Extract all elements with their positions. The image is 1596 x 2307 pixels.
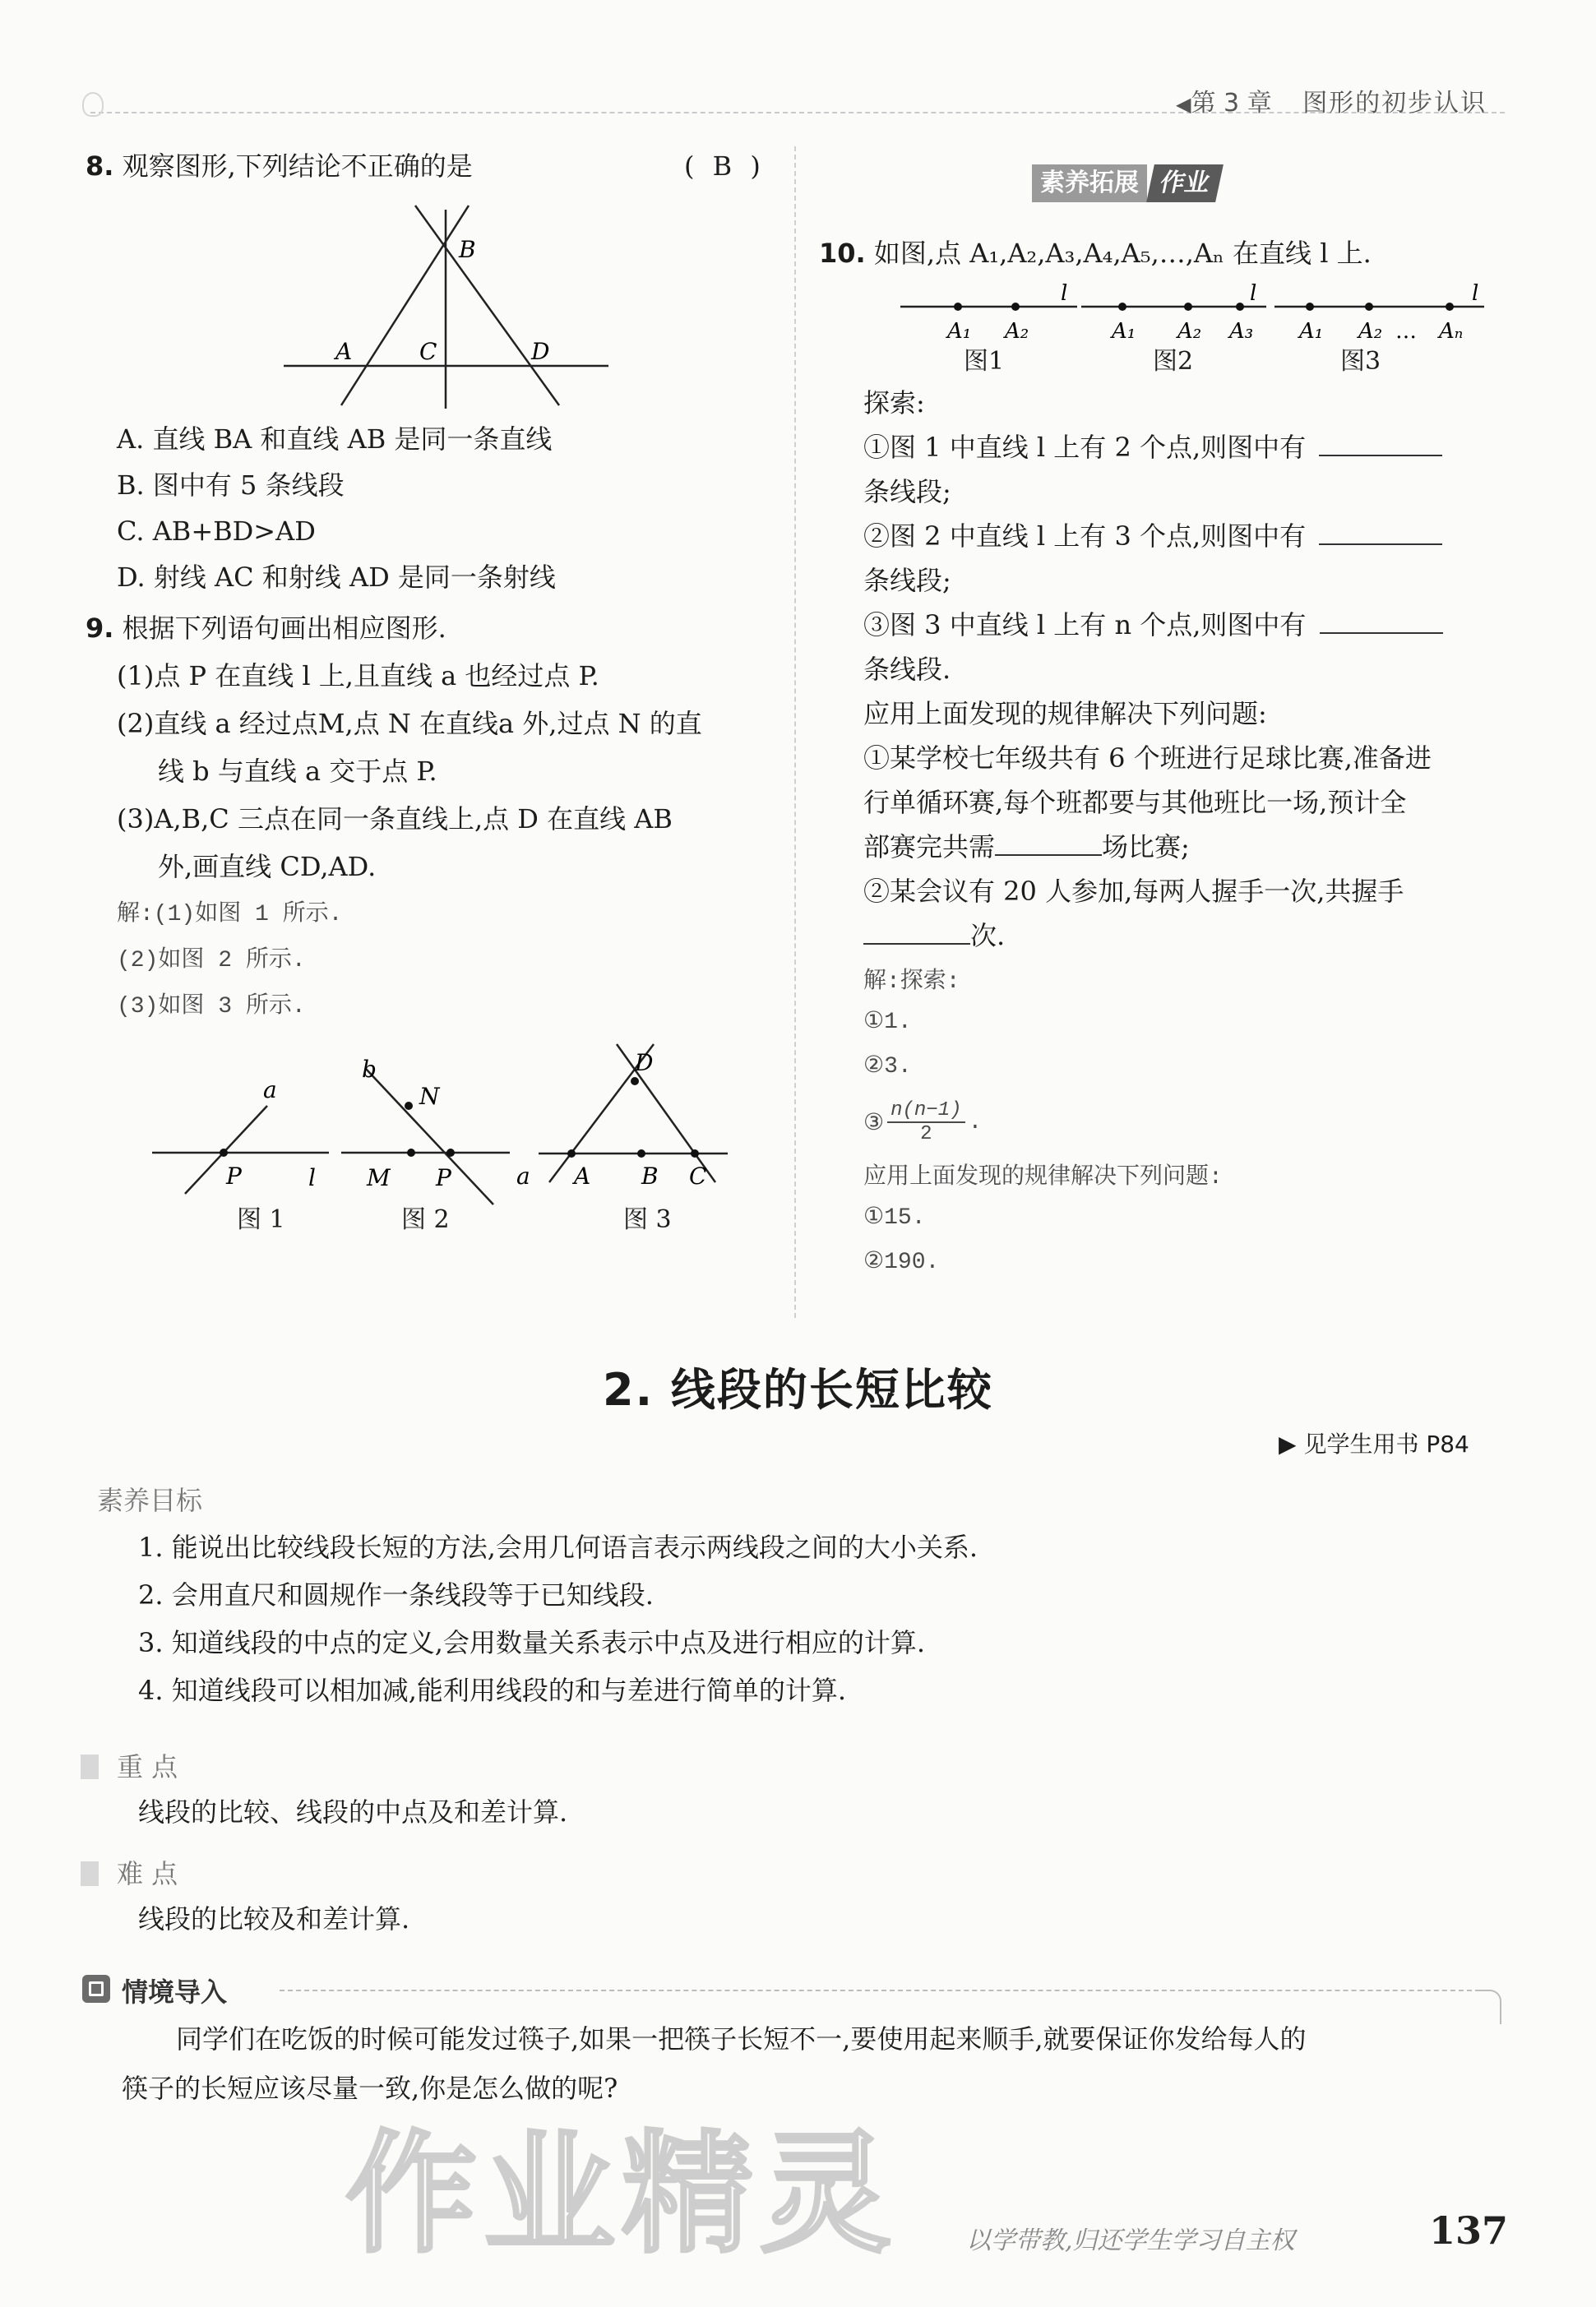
q10-solution-a2: ②3. bbox=[863, 1054, 912, 1080]
section-banner bbox=[1032, 164, 1219, 202]
q8-option-b: B. 图中有 5 条线段 bbox=[117, 469, 345, 501]
q10-solution-b1: ①15. bbox=[863, 1205, 926, 1231]
q9-fig2-label-n: N bbox=[419, 1083, 440, 1110]
q10-figure-3 bbox=[1270, 275, 1492, 349]
goal-2: 2. 会用直尺和圆规作一条线段等于已知线段. bbox=[138, 1579, 654, 1611]
key-point-marker-icon bbox=[81, 1755, 99, 1779]
watermark: 作业精灵 bbox=[345, 2117, 899, 2271]
q10-explore-3b: 条线段. bbox=[863, 654, 951, 685]
q9-items bbox=[117, 658, 702, 896]
q10-solution bbox=[863, 962, 1223, 1291]
q10-fig3-label-dots: … bbox=[1395, 319, 1417, 344]
q10-figure-1 bbox=[896, 275, 1085, 349]
q10-answer-blank-2[interactable] bbox=[1319, 519, 1442, 545]
q9-fig3-caption: 图 3 bbox=[623, 1205, 672, 1234]
triangle-right-icon: ▶ bbox=[1279, 1431, 1297, 1458]
q9-item-3: (3)A,B,C 三点在同一条直线上,点 D 在直线 AB bbox=[117, 803, 673, 834]
goals-label: 素养目标 bbox=[97, 1485, 203, 1516]
chapter-label bbox=[1176, 82, 1487, 118]
q10-answer-blank-3[interactable] bbox=[1320, 608, 1443, 634]
goal-4: 4. 知道线段可以相加减,能利用线段的和与差进行简单的计算. bbox=[138, 1675, 847, 1706]
q8-number: 8. bbox=[86, 150, 114, 182]
q10-solution-apply-label: 应用上面发现的规律解决下列问题: bbox=[863, 1165, 1223, 1190]
q10-explore-1b: 条线段; bbox=[863, 476, 951, 507]
q10-answer-blank-5[interactable] bbox=[863, 918, 970, 945]
difficult-point-text: 线段的比较及和差计算. bbox=[138, 1903, 410, 1935]
column-divider bbox=[794, 146, 796, 1318]
q10-explore-label: 探索: bbox=[863, 387, 925, 418]
q9-fig2-label-a: a bbox=[516, 1163, 530, 1190]
q9-fig3-label-c: C bbox=[689, 1163, 707, 1190]
q10-solution-numerator: n(n−1) bbox=[887, 1099, 965, 1123]
goal-3: 3. 知道线段的中点的定义,会用数量关系表示中点及进行相应的计算. bbox=[138, 1627, 926, 1658]
difficult-point-label: 难 点 bbox=[117, 1858, 178, 1889]
q10-explore-3 bbox=[863, 607, 1443, 651]
chapter-marker-icon: ◀ bbox=[1176, 93, 1191, 116]
q10-fig1-label-l: l bbox=[1061, 281, 1068, 306]
q9-solution bbox=[117, 895, 342, 1033]
q9-figure-3 bbox=[534, 1036, 748, 1217]
q10-solution-b2: ②190. bbox=[863, 1250, 940, 1275]
q10-fig2-label-a1: A₁ bbox=[1112, 319, 1136, 344]
q9-fig3-label-b: B bbox=[641, 1163, 659, 1190]
q10-stem bbox=[819, 235, 1372, 271]
q9-number: 9. bbox=[86, 613, 114, 644]
q10-solution-a3 bbox=[863, 1095, 1223, 1149]
q9-fig1-label-a: a bbox=[263, 1076, 277, 1103]
q9-item-2: (2)直线 a 经过点M,点 N 在直线a 外,过点 N 的直 bbox=[117, 708, 702, 739]
q9-fig2-label-p: P bbox=[436, 1164, 451, 1191]
q10-explore-2b: 条线段; bbox=[863, 565, 951, 596]
q10-apply-1c-text: 部赛完共需 bbox=[863, 831, 996, 862]
q10-explore bbox=[863, 385, 1443, 962]
q8-options bbox=[117, 421, 556, 605]
q9-fig1-caption: 图 1 bbox=[237, 1205, 285, 1234]
q10-solution-fraction bbox=[887, 1099, 965, 1145]
q9-figure-2 bbox=[337, 1052, 551, 1217]
q9-stem bbox=[86, 610, 446, 646]
q8-option-c: C. AB+BD>AD bbox=[117, 515, 316, 547]
q10-apply-label: 应用上面发现的规律解决下列问题: bbox=[863, 698, 1267, 729]
q9-solution-3: (3)如图 3 所示. bbox=[117, 994, 306, 1019]
goals-list bbox=[138, 1529, 978, 1720]
intro-divider bbox=[280, 1990, 1488, 1991]
q10-solution-intro: 解:探索: bbox=[863, 969, 960, 995]
q9-fig3-label-d: D bbox=[635, 1049, 654, 1076]
q10-answer-blank-1[interactable] bbox=[1319, 430, 1442, 456]
goal-1: 1. 能说出比较线段长短的方法,会用几何语言表示两线段之间的大小关系. bbox=[138, 1532, 978, 1563]
section-banner-main: 素养拓展 bbox=[1032, 164, 1147, 202]
q10-apply-1c-suffix: 场比赛; bbox=[1102, 831, 1190, 862]
q10-explore-1-text: ①图 1 中直线 l 上有 2 个点,则图中有 bbox=[863, 432, 1307, 463]
q10-fig3-label-a1: A₁ bbox=[1299, 319, 1324, 344]
book-icon bbox=[82, 1975, 110, 2003]
q10-solution-a1: ①1. bbox=[863, 1010, 912, 1035]
lesson-title: 2. 线段的长短比较 bbox=[603, 1364, 993, 1416]
intro-line-1: 同学们在吃饭的时候可能发过筷子,如果一把筷子长短不一,要使用起来顺手,就要保证你发给每人的 bbox=[176, 2023, 1307, 2055]
q10-figure-2 bbox=[1077, 275, 1274, 349]
q10-explore-2 bbox=[863, 518, 1443, 562]
q8-line-db bbox=[415, 206, 559, 405]
q9-figure-1 bbox=[148, 1061, 345, 1217]
lesson-ref-text: 见学生用书 P84 bbox=[1303, 1431, 1469, 1458]
q10-fig1-caption: 图1 bbox=[964, 347, 1005, 376]
intro-header bbox=[82, 1970, 1505, 2011]
q9-solution-1: 解:(1)如图 1 所示. bbox=[117, 902, 343, 927]
q10-explore-1 bbox=[863, 429, 1443, 474]
q8-stem bbox=[86, 148, 473, 184]
q10-fig3-caption: 图3 bbox=[1340, 347, 1381, 376]
q10-fig2-label-a2: A₂ bbox=[1177, 319, 1202, 344]
q9-stem-text: 根据下列语句画出相应图形. bbox=[122, 613, 446, 644]
intro-corner bbox=[1480, 1990, 1501, 2024]
q10-fig1-label-a2: A₂ bbox=[1005, 319, 1029, 344]
q8-label-a: A bbox=[335, 338, 353, 365]
q10-fig3-label-l: l bbox=[1472, 281, 1479, 306]
q8-label-d: D bbox=[531, 338, 550, 365]
q9-solution-2: (2)如图 2 所示. bbox=[117, 948, 306, 973]
bulb-icon bbox=[82, 92, 104, 117]
chapter-number: 第 3 章 bbox=[1191, 89, 1272, 118]
q10-explore-2-text: ②图 2 中直线 l 上有 3 个点,则图中有 bbox=[863, 520, 1307, 552]
q9-fig3-label-a: A bbox=[574, 1163, 591, 1190]
q9-fig2-caption: 图 2 bbox=[401, 1205, 450, 1234]
q10-solution-denominator: 2 bbox=[920, 1123, 932, 1145]
q9-item-3b: 外,画直线 CD,AD. bbox=[158, 851, 377, 882]
section-banner-tag: 作业 bbox=[1146, 164, 1224, 202]
page-number: 137 bbox=[1429, 2208, 1509, 2253]
q10-fig2-label-l: l bbox=[1250, 281, 1257, 306]
q9-fig1-label-l: l bbox=[308, 1164, 316, 1191]
q9-fig2-label-m: M bbox=[367, 1164, 391, 1191]
intro-line-2: 筷子的长短应该尽量一致,你是怎么做的呢? bbox=[122, 2073, 618, 2104]
q10-apply-1c bbox=[863, 829, 1443, 873]
q8-option-d: D. 射线 AC 和射线 AD 是同一条射线 bbox=[117, 562, 556, 593]
key-point-label: 重 点 bbox=[117, 1751, 178, 1782]
chapter-title: 图形的初步认识 bbox=[1302, 89, 1487, 118]
q10-fig2-label-a3: A₃ bbox=[1229, 319, 1254, 344]
q10-apply-2a: ②某会议有 20 人参加,每两人握手一次,共握手 bbox=[863, 876, 1404, 907]
q10-stem-text: 如图,点 A₁,A₂,A₃,A₄,A₅,…,Aₙ 在直线 l 上. bbox=[873, 238, 1372, 269]
key-point-text: 线段的比较、线段的中点及和差计算. bbox=[138, 1796, 568, 1828]
q8-figure bbox=[271, 193, 617, 411]
q8-answer: ( B ) bbox=[684, 150, 766, 182]
q10-fig3-label-an: Aₙ bbox=[1439, 319, 1464, 344]
q9-fig2-label-b: b bbox=[362, 1056, 377, 1083]
q8-option-a: A. 直线 BA 和直线 AB 是同一条直线 bbox=[117, 423, 553, 455]
q8-line-ab bbox=[341, 206, 469, 405]
intro-label: 情境导入 bbox=[122, 1976, 228, 2008]
footer-slogan: 以学带教,归还学生学习自主权 bbox=[966, 2226, 1295, 2255]
q10-fig2-caption: 图2 bbox=[1153, 347, 1194, 376]
q9-item-1: (1)点 P 在直线 l 上,且直线 a 也经过点 P. bbox=[117, 660, 599, 691]
difficult-point-marker-icon bbox=[81, 1861, 99, 1886]
q8-stem-text: 观察图形,下列结论不正确的是 bbox=[122, 150, 473, 182]
q10-fig3-label-a2: A₂ bbox=[1358, 319, 1383, 344]
q9-fig1-label-p: P bbox=[226, 1163, 242, 1190]
q8-label-c: C bbox=[419, 338, 437, 365]
lesson-ref bbox=[1279, 1426, 1469, 1459]
q10-fig1-label-a1: A₁ bbox=[947, 319, 972, 344]
q9-item-2b: 线 b 与直线 a 交于点 P. bbox=[158, 756, 437, 787]
q10-apply-1a: ①某学校七年级共有 6 个班进行足球比赛,准备进 bbox=[863, 742, 1432, 774]
q8-label-b: B bbox=[459, 236, 476, 263]
q10-apply-2b-suffix: 次. bbox=[970, 920, 1006, 951]
q10-solution-a3-suffix: . bbox=[968, 1109, 983, 1135]
q10-number: 10. bbox=[819, 238, 866, 269]
q10-apply-2b bbox=[863, 918, 1443, 962]
page-header bbox=[0, 0, 1596, 123]
q10-apply-1b: 行单循环赛,每个班都要与其他班比一场,预计全 bbox=[863, 787, 1407, 818]
q10-explore-3-text: ③图 3 中直线 l 上有 n 个点,则图中有 bbox=[863, 609, 1307, 640]
q10-answer-blank-4[interactable] bbox=[995, 830, 1102, 856]
q10-solution-a3-prefix: ③ bbox=[863, 1111, 885, 1137]
